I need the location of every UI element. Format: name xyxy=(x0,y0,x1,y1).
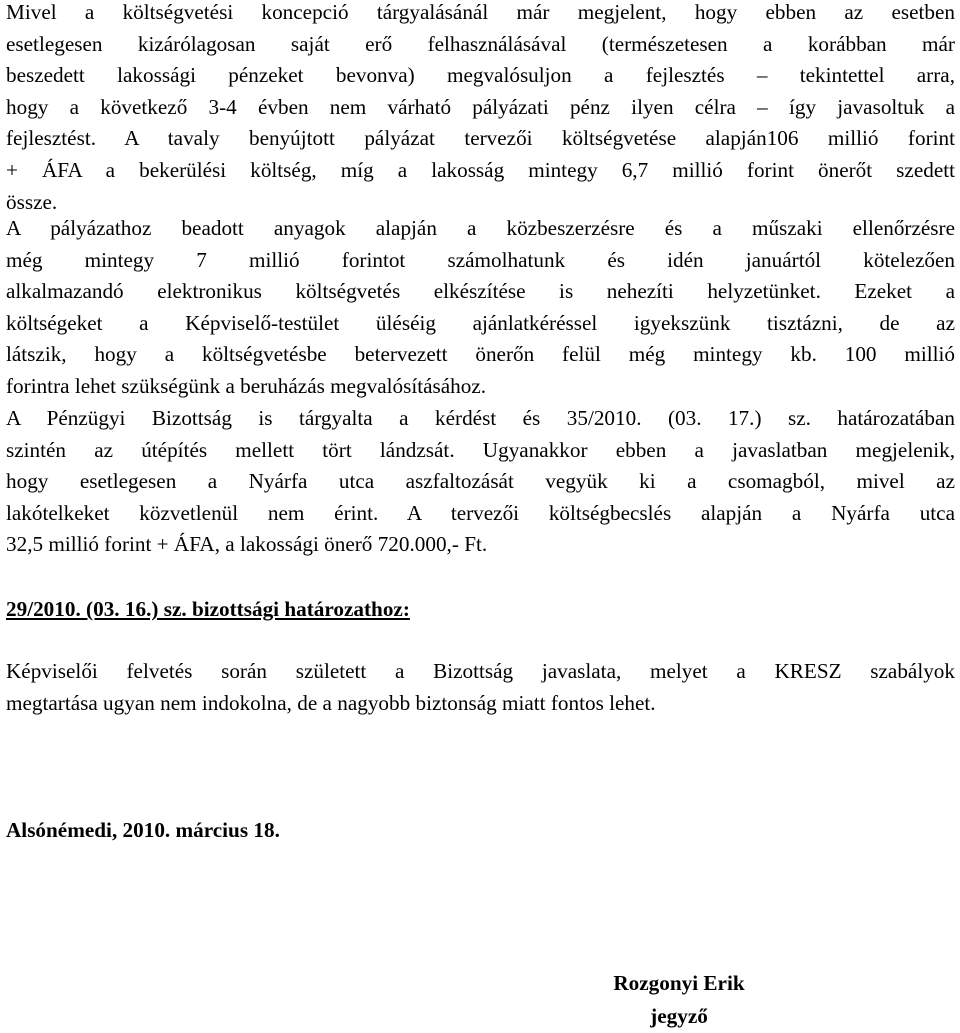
paragraph-line: hogy a következő 3-4 évben nem várható pályázati pénz ilyen célra – így javasoltuk a xyxy=(6,94,955,119)
paragraph-line: 32,5 millió forint + ÁFA, a lakossági önerő 720.000,- Ft. xyxy=(6,532,488,557)
paragraph-finance-committee xyxy=(6,403,955,561)
paragraph-line: beszedett lakossági pénzeket bevonva) megvalósuljon a fejlesztés – tekintettel arra, xyxy=(6,63,955,88)
paragraph-line: megtartása ugyan nem indokolna, de a nagyobb biztonság miatt fontos lehet. xyxy=(6,690,656,715)
paragraph-line: A Pénzügyi Bizottság is tárgyalta a kérdést és 35/2010. (03. 17.) sz. határozatában xyxy=(6,406,955,430)
paragraph-line: szintén az útépítés mellett tört lándzsát. Ugyanakkor ebben a javaslatban megjelenik, xyxy=(6,437,955,462)
paragraph-line: össze. xyxy=(6,189,58,214)
resolution-heading: 29/2010. (03. 16.) sz. bizottsági határozathoz: xyxy=(6,597,410,621)
place-and-date: Alsónémedi, 2010. március 18. xyxy=(6,818,280,842)
paragraph-line: forintra lehet szükségünk a beruházás megvalósításához. xyxy=(6,373,487,398)
signature-block xyxy=(593,967,765,1033)
paragraph-line: alkalmazandó elektronikus költségvetés elkészítése is nehezíti helyzetünket. Ezeket a xyxy=(6,279,955,304)
paragraph-line: költségeket a Képviselő-testület üléséig ajánlatkéréssel igyekszünk tisztázni, de az xyxy=(6,310,955,335)
paragraph-line: esetlegesen kizárólagosan saját erő felhasználásával (természetesen a korábban már xyxy=(6,31,955,56)
paragraph-line: fejlesztést. A tavaly benyújtott pályázat tervezői költségvetése alapján106 millió forint xyxy=(6,126,955,151)
paragraph-line: + ÁFA a bekerülési költség, míg a lakosság mintegy 6,7 millió forint önerőt szedett xyxy=(6,157,955,182)
paragraph-line: látszik, hogy a költségvetésbe betervezett önerőn felül még mintegy kb. 100 millió xyxy=(6,342,955,367)
paragraph-line: Képviselői felvetés során született a Bizottság javaslata, melyet a KRESZ szabályok xyxy=(6,659,955,683)
signatory-title: jegyző xyxy=(650,1004,708,1028)
paragraph-line: A pályázathoz beadott anyagok alapján a közbeszerzésre és a műszaki ellenőrzésre xyxy=(6,216,955,240)
paragraph-line: hogy esetlegesen a Nyárfa utca aszfaltozását vegyük ki a csomagból, mivel az xyxy=(6,469,955,494)
paragraph-line: még mintegy 7 millió forintot számolhatunk és idén januártól kötelezően xyxy=(6,247,955,272)
paragraph-line: Mivel a költségvetési koncepció tárgyalásánál már megjelent, hogy ebben az esetben xyxy=(6,0,955,24)
paragraph-line: lakótelkeket közvetlenül nem érint. A tervezői költségbecslés alapján a Nyárfa utca xyxy=(6,500,955,525)
paragraph-procurement xyxy=(6,213,955,403)
paragraph-budget-concept xyxy=(6,0,955,218)
paragraph-committee-proposal xyxy=(6,656,955,719)
signatory-name: Rozgonyi Erik xyxy=(613,971,745,995)
